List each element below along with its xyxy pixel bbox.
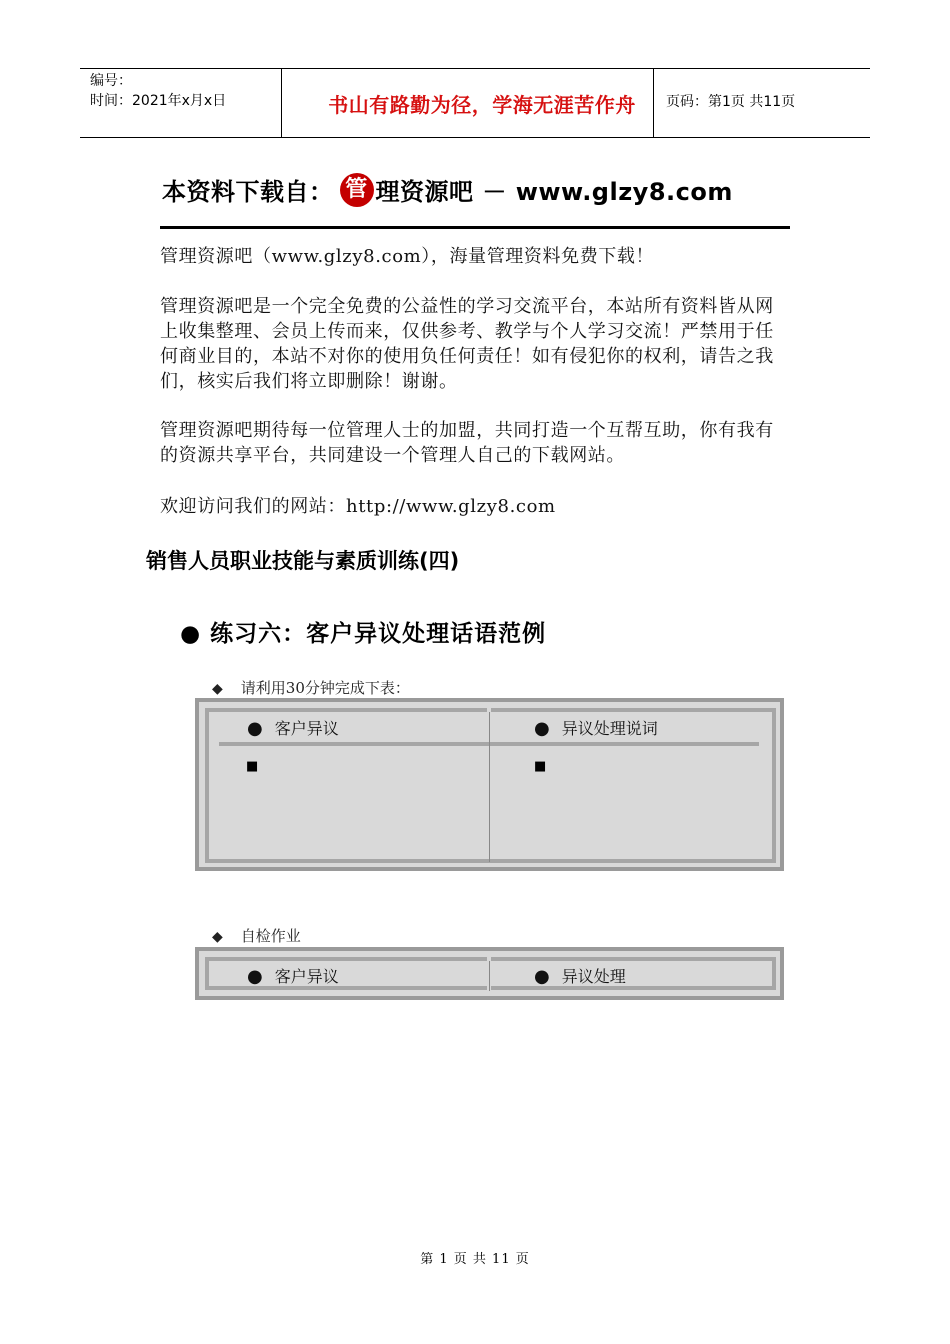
column-separator	[489, 712, 490, 862]
page-footer: 第 1 页 共 11 页	[420, 1252, 530, 1267]
notice-paragraph-4: 欢迎访问我们的网站：http://www.glzy8.com	[160, 496, 556, 517]
document-title: 销售人员职业技能与素质训练(四)	[146, 549, 460, 573]
number-label: 编号：	[90, 73, 132, 89]
download-banner	[162, 172, 733, 210]
bullet-icon: ●	[180, 620, 202, 647]
instruction-text: 请利用30分钟完成下表：	[240, 679, 410, 697]
site-logo: 管	[340, 173, 374, 207]
time-label: 时间：2021年x月x日	[90, 93, 227, 109]
square-bullet-icon: ■	[246, 759, 259, 774]
square-bullet-icon: ■	[534, 759, 547, 774]
header-page-info: 页码：第1页 共11页	[666, 94, 796, 110]
diamond-bullet-icon: ◆	[212, 929, 223, 945]
table1-instruction	[212, 677, 410, 698]
exercise-heading	[180, 615, 546, 648]
objection-table	[195, 698, 784, 871]
notice-paragraph-1: 管理资源吧（www.glzy8.com），海量管理资料免费下载！	[160, 246, 655, 267]
column-header-response: ● 异议处理说词	[534, 718, 658, 739]
banner-site-name: 理资源吧	[375, 178, 474, 206]
exercise-title: 练习六：客户异议处理话语范例	[210, 620, 547, 647]
banner-url[interactable]: － www.glzy8.com	[473, 178, 733, 206]
self-check-table	[195, 947, 784, 1000]
table-frame-bottom	[205, 859, 776, 863]
document-header	[80, 68, 870, 138]
banner-divider	[160, 226, 790, 229]
column-header-objection: ● 客户异议	[247, 718, 339, 739]
column-header-handling: ● 异议处理	[534, 966, 626, 987]
notice-paragraph-2: 管理资源吧是一个完全免费的公益性的学习交流平台，本站所有资料皆从网上收集整理、会员上传而来，仅供参考、教学与个人学习交流！严禁用于任何商业目的，本站不对你的使用负任何责任！如有侵犯你的权利，请告之我们，核实后我们将立即删除！谢谢。	[160, 296, 774, 392]
header-meta	[90, 71, 226, 111]
notice-paragraph-3: 管理资源吧期待每一位管理人士的加盟，共同打造一个互帮互助，你有我有的资源共享平台，共同建设一个管理人自己的下载网站。	[160, 420, 774, 466]
header-motto: 书山有路勤为径，学海无涯苦作舟	[328, 93, 636, 117]
column-header-objection: ● 客户异议	[247, 966, 339, 987]
header-divider	[281, 69, 282, 137]
column-separator	[489, 961, 490, 991]
table2-instruction	[212, 925, 301, 946]
diamond-bullet-icon: ◆	[212, 681, 223, 697]
banner-prefix: 本资料下载自：	[162, 178, 334, 206]
instruction-text: 自检作业	[240, 927, 301, 945]
